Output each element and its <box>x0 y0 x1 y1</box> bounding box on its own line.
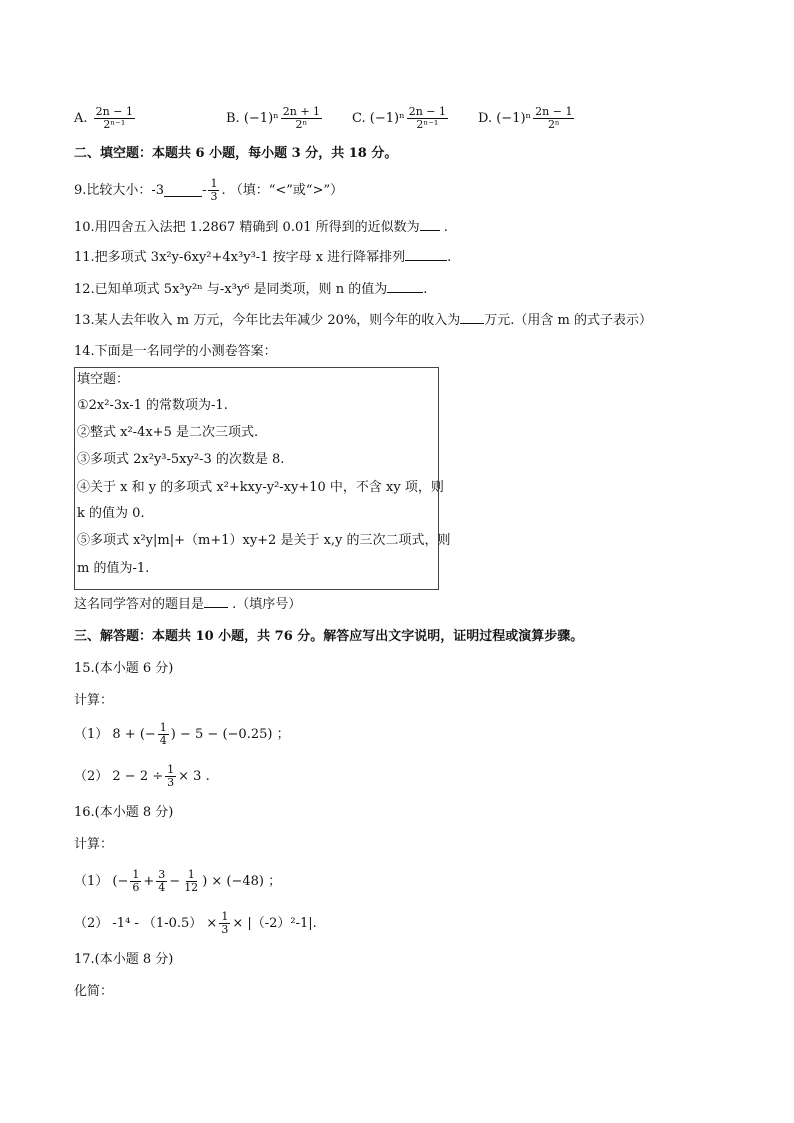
question-15-part-1: （1） 8 + (− $\frac{1}{4}$ ) − 5 − (−0.25) ； <box>74 721 290 747</box>
section-2-heading: 二、填空题：本题共 6 小题，每小题 3 分，共 18 分。 <box>74 146 398 161</box>
question-14-ask: 这名同学答对的题目是 .（填序号） <box>74 597 302 612</box>
question-15-heading: 15.(本小题 6 分) <box>74 661 174 676</box>
answer-blank[interactable] <box>387 280 423 293</box>
answer-blank[interactable] <box>164 184 202 197</box>
question-16-part-2: （2） -1⁴ - （1-0.5） × $\frac{1}{3}$ × |（-2）²-1|. <box>74 910 317 936</box>
question-16-calc-label: 计算： <box>74 837 114 852</box>
fraction: $\frac{2n - 1}{\text{2ⁿ⁻¹}}$ <box>408 105 446 131</box>
fraction: $\frac{2n - 1}{\text{2ⁿ⁻¹}}$ <box>95 105 133 131</box>
answer-blank[interactable] <box>460 311 484 324</box>
question-9: 9.比较大小：-3 - $\frac{1}{3}$ . （填：“<”或“>”） <box>74 177 344 203</box>
question-13: 13.某人去年收入 m 万元，今年比去年减少 20%，则今年的收入为 万元.（用含 m 的式子表示） <box>74 313 653 328</box>
fraction: $\frac{1}{3}$ <box>221 910 229 936</box>
option-a: A. $\frac{2n - 1}{\text{2ⁿ⁻¹}}$ <box>74 105 133 131</box>
fraction: $\frac{2n + 1}{\text{2ⁿ}}$ <box>282 105 321 131</box>
fraction: $\frac{3}{4}$ <box>158 868 166 894</box>
question-15-part-2: （2） 2 − 2 ÷ $\frac{1}{3}$ × 3 . <box>74 763 210 789</box>
option-c: C. (−1)ⁿ $\frac{2n - 1}{\text{2ⁿ⁻¹}}$ <box>352 105 446 131</box>
question-17-sub: 化简： <box>74 984 114 999</box>
answer-blank[interactable] <box>204 595 228 608</box>
answer-blank[interactable] <box>405 248 447 261</box>
fraction: $\frac{1}{3}$ <box>210 177 218 203</box>
answer-blank[interactable] <box>420 218 440 231</box>
option-d: D. (−1)ⁿ $\frac{2n - 1}{\text{2ⁿ}}$ <box>478 105 573 131</box>
question-16-part-1: （1） (− $\frac{1}{6}$ + $\frac{3}{4}$ − $\frac{1}{12}$ ) × (−48) ； <box>74 868 282 894</box>
question-16-heading: 16.(本小题 8 分) <box>74 805 174 820</box>
fraction: $\frac{1}{4}$ <box>159 721 167 747</box>
quiz-answer-box: 填空题： ①2x²-3x-1 的常数项为-1. ②整式 x²-4x+5 是二次三项式. ③多项式 2x²y³-5xy²-3 的次数是 8. ④关于 x 和 y 的多项式 x²+kxy-y²-xy+10 中，不含 xy 项，则 k 的值为 0. ⑤多项式 x²y|m|+（m+1）xy+2 是关于 x,y 的三次二项式，则 m 的值为-1. <box>74 367 439 590</box>
fraction: $\frac{1}{12}$ <box>184 868 199 894</box>
fraction: $\frac{2n - 1}{\text{2ⁿ}}$ <box>535 105 573 131</box>
section-3-heading: 三、解答题：本题共 10 小题，共 76 分。解答应写出文字说明，证明过程或演算步骤。 <box>74 629 584 644</box>
question-11: 11.把多项式 3x²y-6xy²+4x³y³-1 按字母 x 进行降幂排列 . <box>74 250 452 265</box>
fraction: $\frac{1}{3}$ <box>167 763 175 789</box>
question-12: 12.已知单项式 5x³y²ⁿ 与-x³y⁶ 是同类项，则 n 的值为 . <box>74 282 428 297</box>
option-b: B. (−1)ⁿ $\frac{2n + 1}{\text{2ⁿ}}$ <box>226 105 321 131</box>
question-14-intro: 14.下面是一名同学的小测卷答案： <box>74 344 277 359</box>
question-17-heading: 17.(本小题 8 分) <box>74 952 174 967</box>
question-15-calc-label: 计算： <box>74 693 114 708</box>
question-10: 10.用四舍五入法把 1.2867 精确到 0.01 所得到的近似数为 . <box>74 220 448 235</box>
fraction: $\frac{1}{6}$ <box>132 868 140 894</box>
